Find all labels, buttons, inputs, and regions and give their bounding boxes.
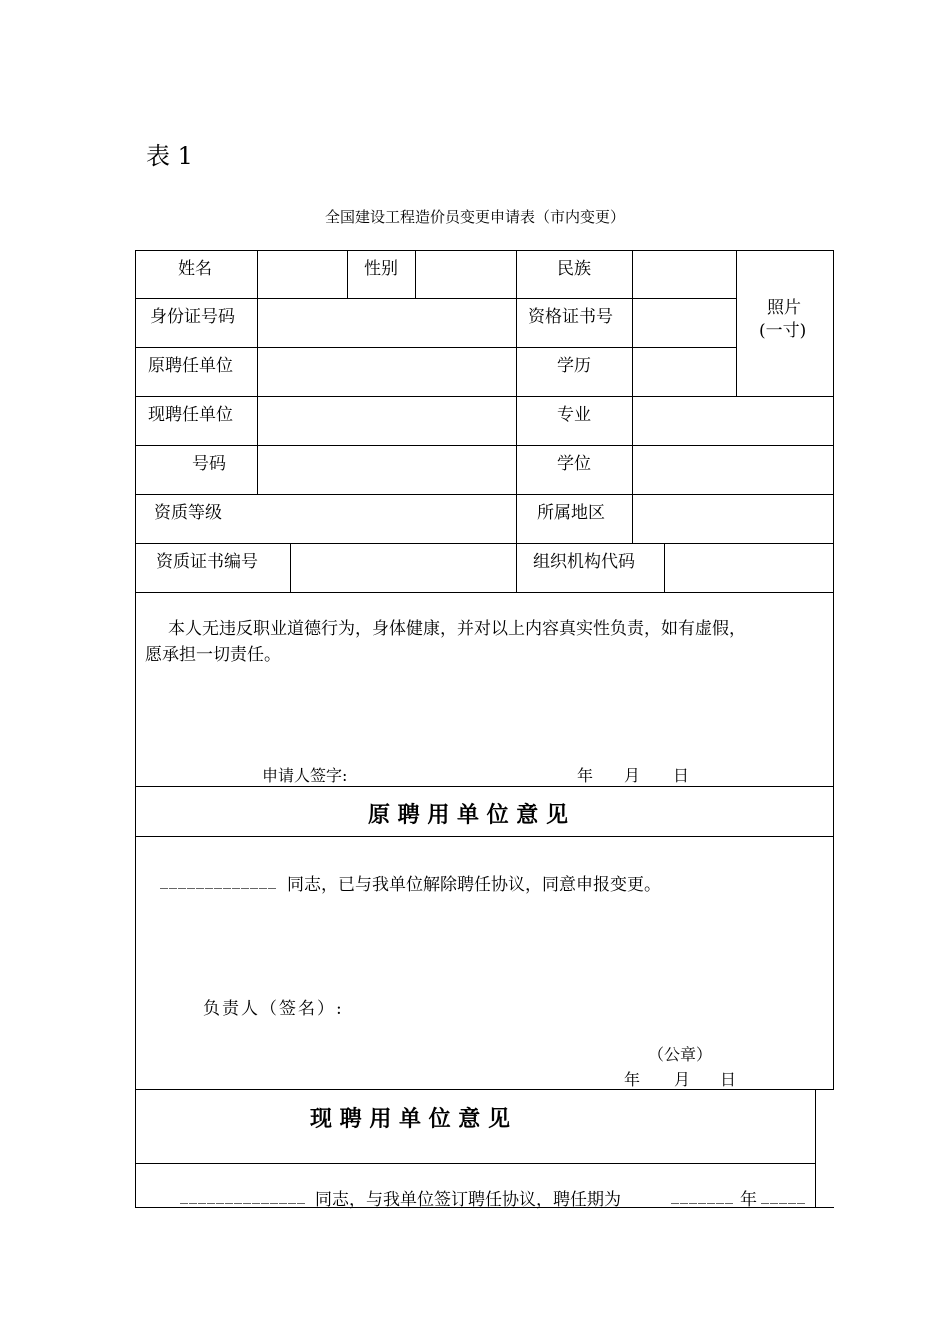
- region-label: 所属地区: [537, 503, 605, 523]
- number-field[interactable]: [258, 446, 516, 494]
- major-field[interactable]: [633, 397, 833, 445]
- gender-field[interactable]: [416, 251, 516, 298]
- number-label: 号码: [192, 454, 226, 474]
- education-field[interactable]: [633, 348, 736, 396]
- current-employer-field[interactable]: [258, 397, 516, 445]
- applicant-signature-label: 申请人签字:: [262, 766, 348, 785]
- current-unit-name-blank[interactable]: ______________: [180, 1185, 306, 1204]
- declaration-line-1: 本人无违反职业道德行为，身体健康，并对以上内容真实性负责，如有虚假，: [168, 619, 746, 639]
- current-unit-term-blank-2[interactable]: _____: [761, 1185, 806, 1204]
- declaration-line-2: 愿承担一切责任。: [145, 645, 281, 665]
- name-label: 姓名: [178, 259, 212, 279]
- former-unit-seal: （公章）: [648, 1045, 713, 1064]
- degree-label: 学位: [557, 454, 591, 474]
- id-number-field[interactable]: [258, 299, 516, 347]
- qualification-cert-code-field[interactable]: [291, 544, 516, 592]
- former-unit-day: 日: [720, 1070, 737, 1089]
- former-unit-heading: 原 聘 用 单 位 意 见: [368, 802, 568, 828]
- photo-size-label: (一寸): [759, 321, 807, 341]
- declaration-day: 日: [673, 766, 690, 785]
- org-code-label: 组织机构代码: [533, 552, 635, 572]
- former-unit-statement: 同志，已与我单位解除聘任协议，同意申报变更。: [287, 875, 661, 895]
- current-unit-term-blank[interactable]: _______: [671, 1185, 734, 1204]
- gender-label: 性别: [364, 259, 398, 279]
- table-label: 表 1: [146, 142, 193, 170]
- qualification-cert-code-label: 资质证书编号: [156, 552, 258, 572]
- photo-label: 照片: [767, 298, 801, 318]
- current-unit-year: 年: [740, 1190, 757, 1210]
- education-label: 学历: [557, 356, 591, 376]
- region-field[interactable]: [633, 495, 833, 543]
- qualification-level-field[interactable]: [258, 495, 516, 543]
- former-employer-label: 原聘任单位: [148, 356, 233, 376]
- ethnicity-label: 民族: [557, 259, 591, 279]
- former-unit-responsible-label: 负责人（签名）:: [203, 999, 344, 1019]
- org-code-field[interactable]: [665, 544, 833, 592]
- former-unit-year: 年: [624, 1070, 641, 1089]
- photo-box[interactable]: [737, 251, 833, 396]
- declaration-month: 月: [624, 766, 641, 785]
- qualification-cert-no-label: 资格证书号: [528, 307, 613, 327]
- qualification-level-label: 资质等级: [154, 503, 222, 523]
- current-employer-label: 现聘任单位: [148, 405, 233, 425]
- current-unit-statement: 同志，与我单位签订聘任协议，聘任期为: [315, 1190, 621, 1210]
- name-field[interactable]: [258, 251, 347, 298]
- applicant-signature-field[interactable]: [360, 758, 560, 784]
- former-employer-field[interactable]: [258, 348, 516, 396]
- former-unit-month: 月: [674, 1070, 691, 1089]
- form-title: 全国建设工程造价员变更申请表（市内变更）: [324, 208, 625, 226]
- qualification-cert-no-field[interactable]: [633, 299, 736, 347]
- former-unit-name-blank[interactable]: _____________: [160, 870, 277, 889]
- declaration-year: 年: [577, 766, 594, 785]
- id-number-label: 身份证号码: [150, 307, 235, 327]
- major-label: 专业: [557, 405, 591, 425]
- degree-field[interactable]: [633, 446, 833, 494]
- ethnicity-field[interactable]: [633, 251, 736, 298]
- current-unit-heading: 现 聘 用 单 位 意 见: [310, 1106, 510, 1132]
